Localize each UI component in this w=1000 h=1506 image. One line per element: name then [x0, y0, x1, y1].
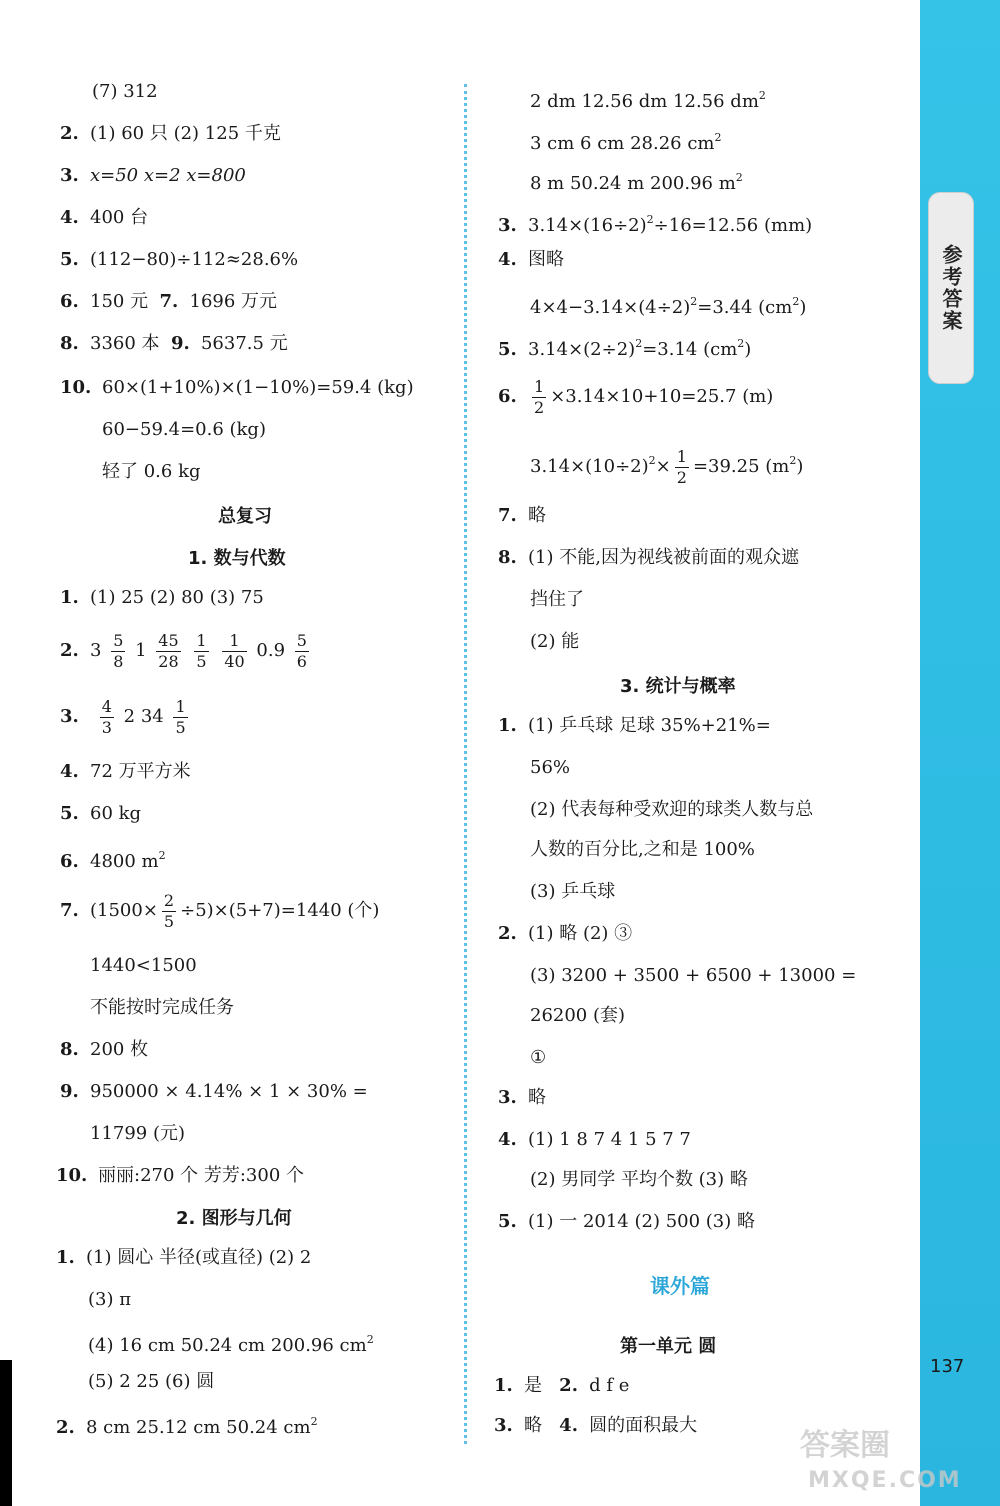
answer-line: (2) 能	[530, 631, 580, 652]
answer-line: 5. $3.14\times(2\div 2)^2=3.14$ $(cm^2)$	[498, 337, 752, 360]
answer-line: 3. 略 4. 圆的面积最大	[494, 1415, 698, 1436]
watermark: 答案圈	[800, 1428, 890, 1463]
answer-line: 2. (1) 60 只 (2) 125 千克	[60, 123, 281, 144]
answer-line: 4. 400 台	[60, 207, 149, 228]
answer-line: 2 dm 12.56 dm 12.56 $dm^2$	[530, 89, 766, 112]
answer-line: 7. (1500× $\frac{2}{5}$ ÷5)×(5+7)=1440 (个)	[60, 890, 380, 931]
answer-line: 10. 60×(1+10%)×(1−10%)=59.4 (kg)	[60, 377, 414, 398]
watermark-url: MXQE.COM	[808, 1468, 962, 1493]
section-title: 课外篇	[650, 1274, 710, 1298]
answer-line: 轻了 0.6 kg	[102, 461, 201, 482]
answer-line: 2. (1) 略 (2) ③	[498, 923, 633, 944]
section-title: 3. 统计与概率	[620, 676, 736, 697]
answer-line: 3. 略	[498, 1087, 546, 1108]
answer-line: 6. 4800 $m^2$	[60, 849, 166, 872]
answer-line: 挡住了	[530, 589, 584, 610]
answer-line: 7. 略	[498, 505, 546, 526]
answer-line: 8 m 50.24 m 200.96 $m^2$	[530, 171, 743, 194]
answer-line: 人数的百分比,之和是 100%	[530, 839, 755, 860]
answer-line: (3) π	[88, 1289, 132, 1310]
fraction: $\frac{1}{40}$	[224, 630, 245, 671]
answer-line: 4. (1) 1 8 7 4 1 5 7 7	[498, 1129, 691, 1150]
page-number: 137	[930, 1356, 965, 1377]
answer-line: 5. 60 kg	[60, 803, 142, 824]
answer-tab: 参考答案	[928, 192, 974, 384]
answer-line: 6. $\frac{1}{2}$ ×3.14×10+10=25.7 (m)	[498, 376, 774, 417]
answer-line: 8. (1) 不能,因为视线被前面的观众遮	[498, 547, 799, 568]
section-title: 2. 图形与几何	[176, 1208, 292, 1229]
answer-line: 3. x=50 x=2 x=800	[60, 165, 246, 186]
answer-line: $3.14\times(10\div 2)^2\times$ $\frac{1}{2}$ =39.25 $(m^2)$	[530, 446, 804, 487]
answer-line: 2. 3 $\frac{5}{8}$ 1 $\frac{45}{28}$ $\frac{1}{5}$ $\frac{1}{40}$ 0.9 $\frac{5}{6}$	[60, 630, 307, 671]
answer-line: 4. 72 万平方米	[60, 761, 191, 782]
answer-line: (3) 3200 + 3500 + 6500 + 13000 =	[530, 965, 857, 986]
answer-line: 56%	[530, 757, 571, 778]
answer-line: 4. 图略	[498, 249, 564, 270]
fraction: $\frac{2}{5}$	[163, 890, 175, 931]
answer-line: 10. 丽丽:270 个 芳芳:300 个	[56, 1165, 305, 1186]
answer-line: 5. (1) 一 2014 (2) 500 (3) 略	[498, 1211, 755, 1232]
section-title: 第一单元 圆	[620, 1336, 717, 1357]
answer-line: 3. $\frac{4}{3}$ 2 34 $\frac{1}{5}$	[60, 696, 186, 737]
answer-line: 1. 是 2. d f e	[494, 1375, 630, 1396]
answer-line: 2. 8 cm 25.12 cm 50.24 $cm^2$	[56, 1415, 318, 1438]
answer-line: 1440<1500	[90, 955, 197, 976]
answer-line: (2) 代表每种受欢迎的球类人数与总	[530, 799, 814, 820]
answer-line: 11799 (元)	[90, 1123, 186, 1144]
fraction: $\frac{5}{8}$	[113, 630, 124, 671]
answer-line: 5. (112−80)÷112≈28.6%	[60, 249, 299, 270]
answer-line: (7) 312	[92, 81, 158, 102]
answer-line: 6. 150 元 7. 1696 万元	[60, 291, 278, 312]
answer-line: (4) 16 cm 50.24 cm 200.96 $cm^2$	[88, 1333, 374, 1356]
fraction: $\frac{1}{2}$	[676, 446, 687, 487]
answer-line: (3) 乒乓球	[530, 881, 616, 902]
answer-line: (2) 男同学 平均个数 (3) 略	[530, 1169, 748, 1190]
answer-line: 9. 950000 × 4.14% × 1 × 30% =	[60, 1081, 368, 1102]
answer-line: 1. (1) 圆心 半径(或直径) (2) 2	[56, 1247, 312, 1268]
fraction: $\frac{45}{28}$	[158, 630, 179, 671]
answer-line: ①	[530, 1047, 547, 1068]
answer-line: 1. (1) 25 (2) 80 (3) 75	[60, 587, 264, 608]
fraction: $\frac{4}{3}$	[101, 696, 112, 737]
scan-edge	[0, 1360, 12, 1506]
answer-line: 60−59.4=0.6 (kg)	[102, 419, 266, 440]
answer-line: 26200 (套)	[530, 1005, 626, 1026]
answer-line: 不能按时完成任务	[90, 997, 234, 1018]
fraction: $\frac{1}{5}$	[175, 696, 186, 737]
section-title: 总复习	[218, 506, 272, 527]
fraction: $\frac{1}{5}$	[196, 630, 207, 671]
answer-line: (5) 2 25 (6) 圆	[88, 1371, 215, 1392]
answer-line: 8. 200 枚	[60, 1039, 149, 1060]
section-title: 1. 数与代数	[188, 548, 286, 569]
column-divider	[464, 84, 467, 1444]
answer-line: 8. 3360 本 9. 5637.5 元	[60, 333, 288, 354]
fraction: $\frac{5}{6}$	[296, 630, 307, 671]
answer-line: 1. (1) 乒乓球 足球 35%+21%=	[498, 715, 771, 736]
answer-line: $4\times 4-3.14\times(4\div 2)^2=3.44$ $(cm^2)$	[530, 295, 807, 318]
answer-line: 3 cm 6 cm 28.26 $cm^2$	[530, 131, 722, 154]
answer-line: 3. $3.14\times(16\div 2)^2\div 16=12.56$ (mm)	[498, 213, 813, 236]
fraction: $\frac{1}{2}$	[534, 376, 545, 417]
